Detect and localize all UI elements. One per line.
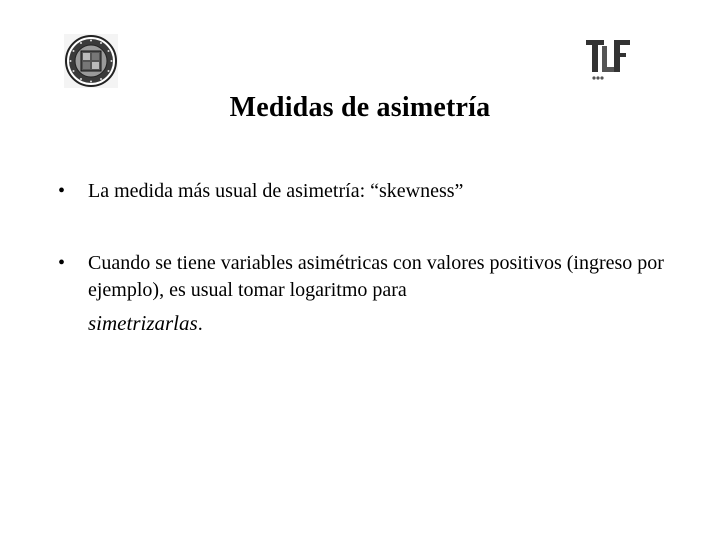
slide-title: Medidas de asimetría [229,92,491,123]
bullet-list [58,178,678,383]
bullet-marker: • [58,252,66,274]
bullet-trailing: . [197,313,203,335]
university-seal-icon [64,34,118,88]
bullet-item [58,178,678,205]
bullet-text: La medida más usual de asimetría: “skewness” [88,180,464,202]
tlf-logo-icon [584,36,634,86]
bullet-marker: • [58,180,66,202]
bullet-emphasis: simetrizarlas [88,311,198,335]
bullet-item [58,250,678,338]
bullet-text: Cuando se tiene variables asimétricas con valores positivos (ingreso por ejemplo), es usual tomar logaritmo para [88,252,664,301]
